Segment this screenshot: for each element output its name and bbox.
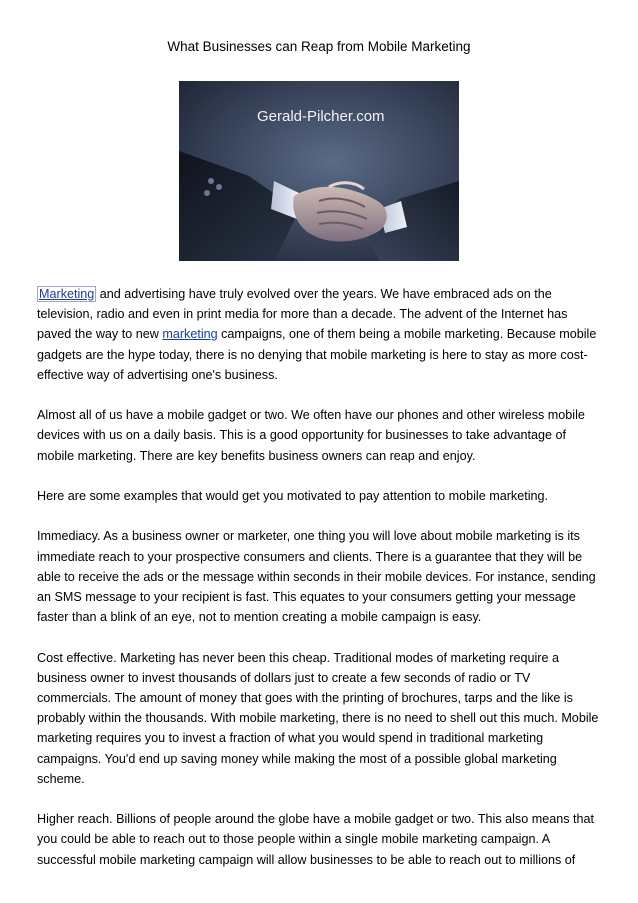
handshake-photo <box>179 81 459 261</box>
paragraph-5: Cost effective. Marketing has never been this cheap. Traditional modes of marketing require a business owner to invest thousands of dollars just to create a few seconds of radio or TV commercials. The amount of money that goes with the printing of brochures, tarps and the like is probably within the thousands. With mobile marketing, there is no need to shell out this much. Mobile marketing requires you to invest a fraction of what you would spend in traditional marketing campaigns. You'd end up saving money while making the most of a possible global marketing scheme. <box>37 650 599 786</box>
article-body <box>37 284 603 890</box>
paragraph-4: Immediacy. As a business owner or marketer, one thing you will love about mobile marketing is its immediate reach to your prospective consumers and clients. There is a guarantee that they will be able to receive the ads or the message within seconds in their mobile devices. For instance, sending an SMS message to your recipient is fast. This equates to your consumers getting your message faster than a blink of an eye, not to mention creating a mobile campaign is easy. <box>37 529 596 625</box>
marketing-link-2[interactable]: marketing <box>162 327 218 342</box>
page-title: What Businesses can Reap from Mobile Marketing <box>167 39 471 54</box>
marketing-link-1[interactable]: Marketing <box>39 287 95 301</box>
hero-image <box>179 81 459 261</box>
paragraph-6: Higher reach. Billions of people around the globe have a mobile gadget or two. This also means that you could be able to reach out to those people within a single mobile marketing campaign. A successful mobile marketing campaign will allow businesses to be able to reach out to millions of <box>37 812 595 867</box>
paragraph-1-text-a: and advertising have truly evolved over the years. We have embraced ads on the television, radio and even in print media for more than a decade. The advent of the Internet has paved the way to new <box>37 287 568 342</box>
paragraph-2: Almost all of us have a mobile gadget or two. We often have our phones and other wireless mobile devices with us on a daily basis. This is a good opportunity for businesses to take advantage of mobile marketing. There are key benefits business owners can reap and enjoy. <box>37 408 585 463</box>
paragraph-3: Here are some examples that would get you motivated to pay attention to mobile marketing. <box>37 489 549 503</box>
watermark-text: Gerald-Pilcher.com <box>257 108 385 125</box>
paragraph-1 <box>37 284 603 385</box>
paragraph-1-text-b: campaigns, one of them being a mobile marketing. Because mobile gadgets are the hype today, there is no denying that mobile marketing is here to stay as more cost-effective way of advertising one's business. <box>37 327 597 382</box>
